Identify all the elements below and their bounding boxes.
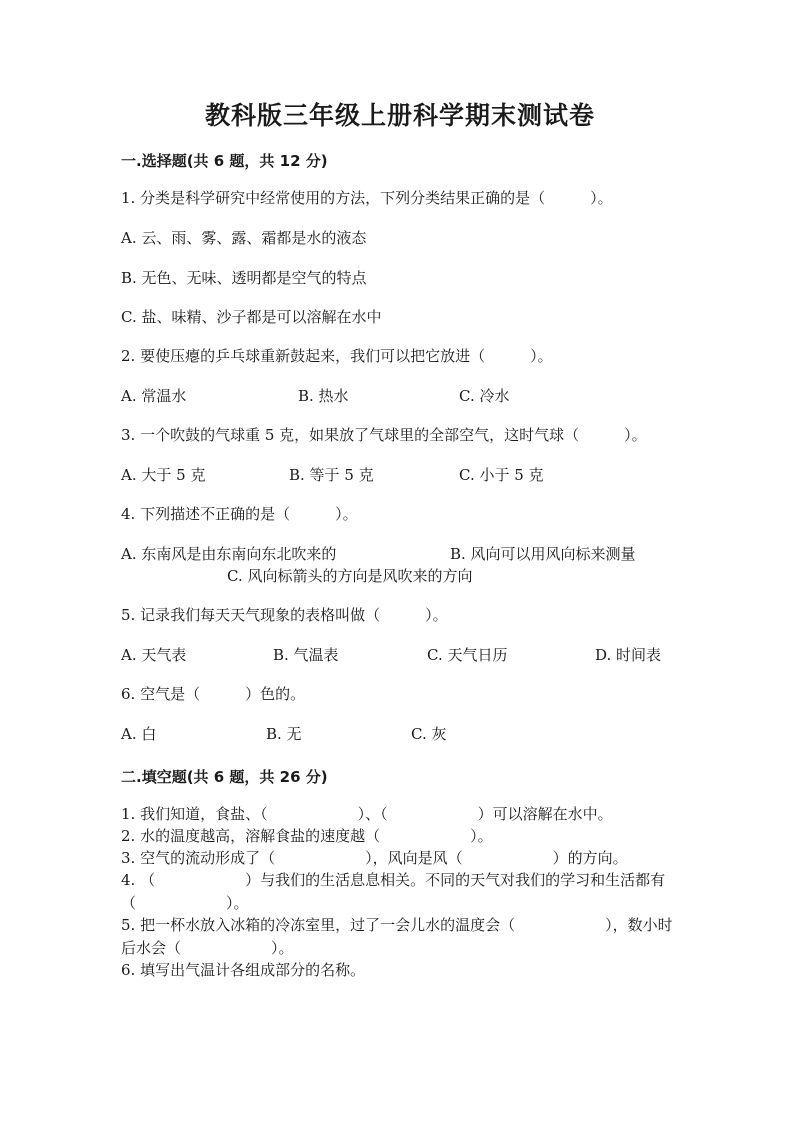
question-4-option-a: A. 东南风是由东南向东北吹来的: [121, 545, 337, 563]
question-4-stem: 4. 下列描述不正确的是（ ）。: [121, 505, 358, 523]
question-6-option-c: C. 灰: [411, 725, 447, 743]
fill-in-item-4: 4. （ ）与我们的生活息息相关。不同的天气对我们的学习和生活都有（ ）。: [121, 871, 666, 912]
question-4-option-b: B. 风向可以用风向标来测量: [450, 545, 636, 563]
question-1-option-a: A. 云、雨、雾、露、霜都是水的液态: [121, 229, 367, 247]
question-5-option-b: B. 气温表: [273, 646, 339, 664]
fill-in-item-5: 5. 把一杯水放入冰箱的冷冻室里，过了一会儿水的温度会（ ），数小时后水会（ ）。: [121, 916, 673, 957]
question-3-stem: 3. 一个吹鼓的气球重 5 克，如果放了气球里的全部空气，这时气球（ ）。: [121, 426, 647, 444]
question-3-option-c: C. 小于 5 克: [459, 466, 544, 484]
fill-in-item-2: 2. 水的温度越高，溶解食盐的速度越（ ）。: [121, 827, 493, 845]
question-5-option-c: C. 天气日历: [427, 646, 508, 664]
question-3-option-b: B. 等于 5 克: [289, 466, 374, 484]
question-6-option-b: B. 无: [266, 725, 302, 743]
question-5-option-d: D. 时间表: [595, 646, 662, 664]
question-6-option-a: A. 白: [121, 725, 157, 743]
question-5-option-a: A. 天气表: [121, 646, 187, 664]
fill-in-item-3: 3. 空气的流动形成了（ ），风向是风（ ）的方向。: [121, 849, 628, 867]
section-heading-choice: 一.选择题(共 6 题，共 12 分): [121, 152, 328, 170]
question-3-option-a: A. 大于 5 克: [121, 466, 206, 484]
question-4-option-c: C. 风向标箭头的方向是风吹来的方向: [227, 567, 473, 585]
fill-in-item-1: 1. 我们知道，食盐、（ ）、（ ）可以溶解在水中。: [121, 805, 613, 823]
question-1-option-c: C. 盐、味精、沙子都是可以溶解在水中: [121, 308, 382, 326]
question-2-option-b: B. 热水: [298, 387, 349, 405]
exam-title: 教科版三年级上册科学期末测试卷: [204, 101, 595, 130]
question-1-stem: 1. 分类是科学研究中经常使用的方法，下列分类结果正确的是（ ）。: [121, 189, 613, 207]
question-2-option-a: A. 常温水: [121, 387, 187, 405]
question-2-option-c: C. 冷水: [459, 387, 510, 405]
fill-in-item-6: 6. 填写出气温计各组成部分的名称。: [121, 961, 366, 979]
section-heading-fill-in: 二.填空题(共 6 题，共 26 分): [121, 768, 328, 786]
question-5-stem: 5. 记录我们每天天气现象的表格叫做（ ）。: [121, 606, 448, 624]
question-1-option-b: B. 无色、无味、透明都是空气的特点: [121, 269, 367, 287]
question-2-stem: 2. 要使压瘪的乒乓球重新鼓起来，我们可以把它放进（ ）。: [121, 347, 553, 365]
question-6-stem: 6. 空气是（ ）色的。: [121, 685, 306, 703]
